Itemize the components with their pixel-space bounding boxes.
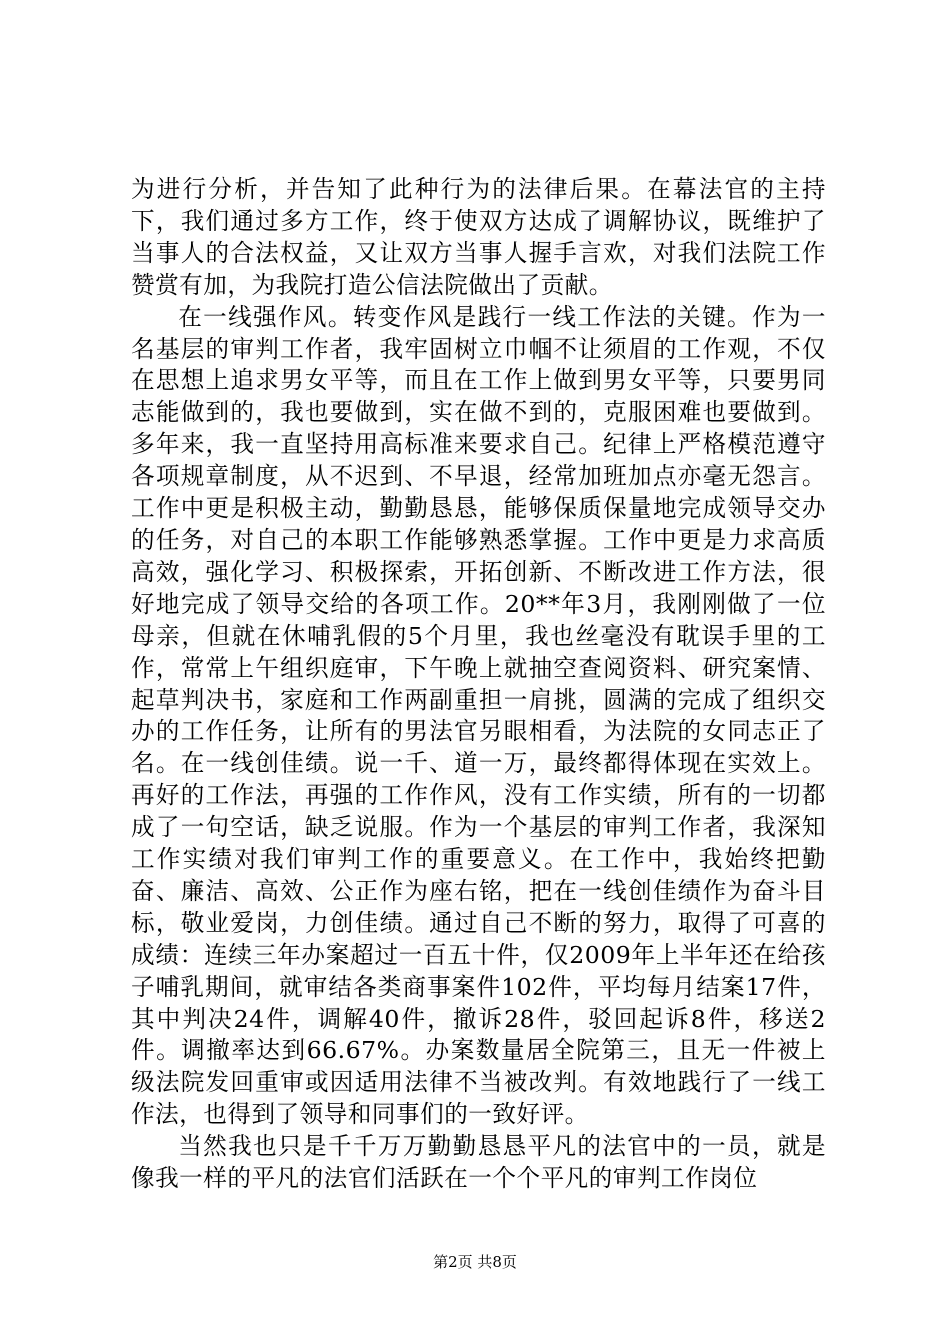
page-footer [0,1252,950,1272]
paragraph-work-style: 在一线强作风。转变作风是践行一线工作法的关键。作为一名基层的审判工作者，我牢固树立巾帼不让须眉的工作观，不仅在思想上追求男女平等，而且在工作上做到男女平等，只要男同志能做到的，我也要做到，实在做不到的，克服困难也要做到。多年来，我一直坚持用高标准来要求自己。纪律上严格模范遵守各项规章制度，从不迟到、不早退，经常加班加点亦毫无怨言。工作中更是积极主动，勤勤恳恳，能够保质保量地完成领导交办的任务，对自己的本职工作能够熟悉掌握。工作中更是力求高质高效，强化学习、积极探索，开拓创新、不断改进工作方法，很好地完成了领导交给的各项工作。20**年3月，我刚刚做了一位母亲，但就在休哺乳假的5个月里，我也丝毫没有耽误手里的工作，常常上午组织庭审，下午晚上就抽空查阅资料、研究案情、起草判决书，家庭和工作两副重担一肩挑，圆满的完成了组织交办的工作任务，让所有的男法官另眼相看，为法院的女同志正了名。在一线创佳绩。说一千、道一万，最终都得体现在实效上。再好的工作法，再强的工作作风，没有工作实绩，所有的一切都成了一句空话，缺乏说服。作为一个基层的审判工作者，我深知工作实绩对我们审判工作的重要意义。在工作中，我始终把勤奋、廉洁、高效、公正作为座右铭，把在一线创佳绩作为奋斗目标，敬业爱岗，力创佳绩。通过自己不断的努力，取得了可喜的成绩：连续三年办案超过一百五十件，仅2009年上半年还在给孩子哺乳期间，就审结各类商事案件102件，平均每月结案17件，其中判决24件，调解40件，撤诉28件，驳回起诉8件，移送2件。调撤率达到66.67%。办案数量居全院第三，且无一件被上级法院发回重审或因适用法律不当被改判。有效地践行了一线工作法，也得到了领导和同事们的一致好评。 [131,302,826,1129]
paragraph-conclusion: 当然我也只是千千万万勤勤恳恳平凡的法官中的一员，就是像我一样的平凡的法官们活跃在一个个平凡的审判工作岗位 [131,1132,826,1193]
body-text [131,174,826,1195]
paragraph-continuation: 为进行分析，并告知了此种行为的法律后果。在幕法官的主持下，我们通过多方工作，终于使双方达成了调解协议，既维护了当事人的合法权益，又让双方当事人握手言欢，对我们法院工作赞赏有加，为我院打造公信法院做出了贡献。 [131,175,826,299]
page-number: 第2页 共8页 [433,1253,517,1271]
